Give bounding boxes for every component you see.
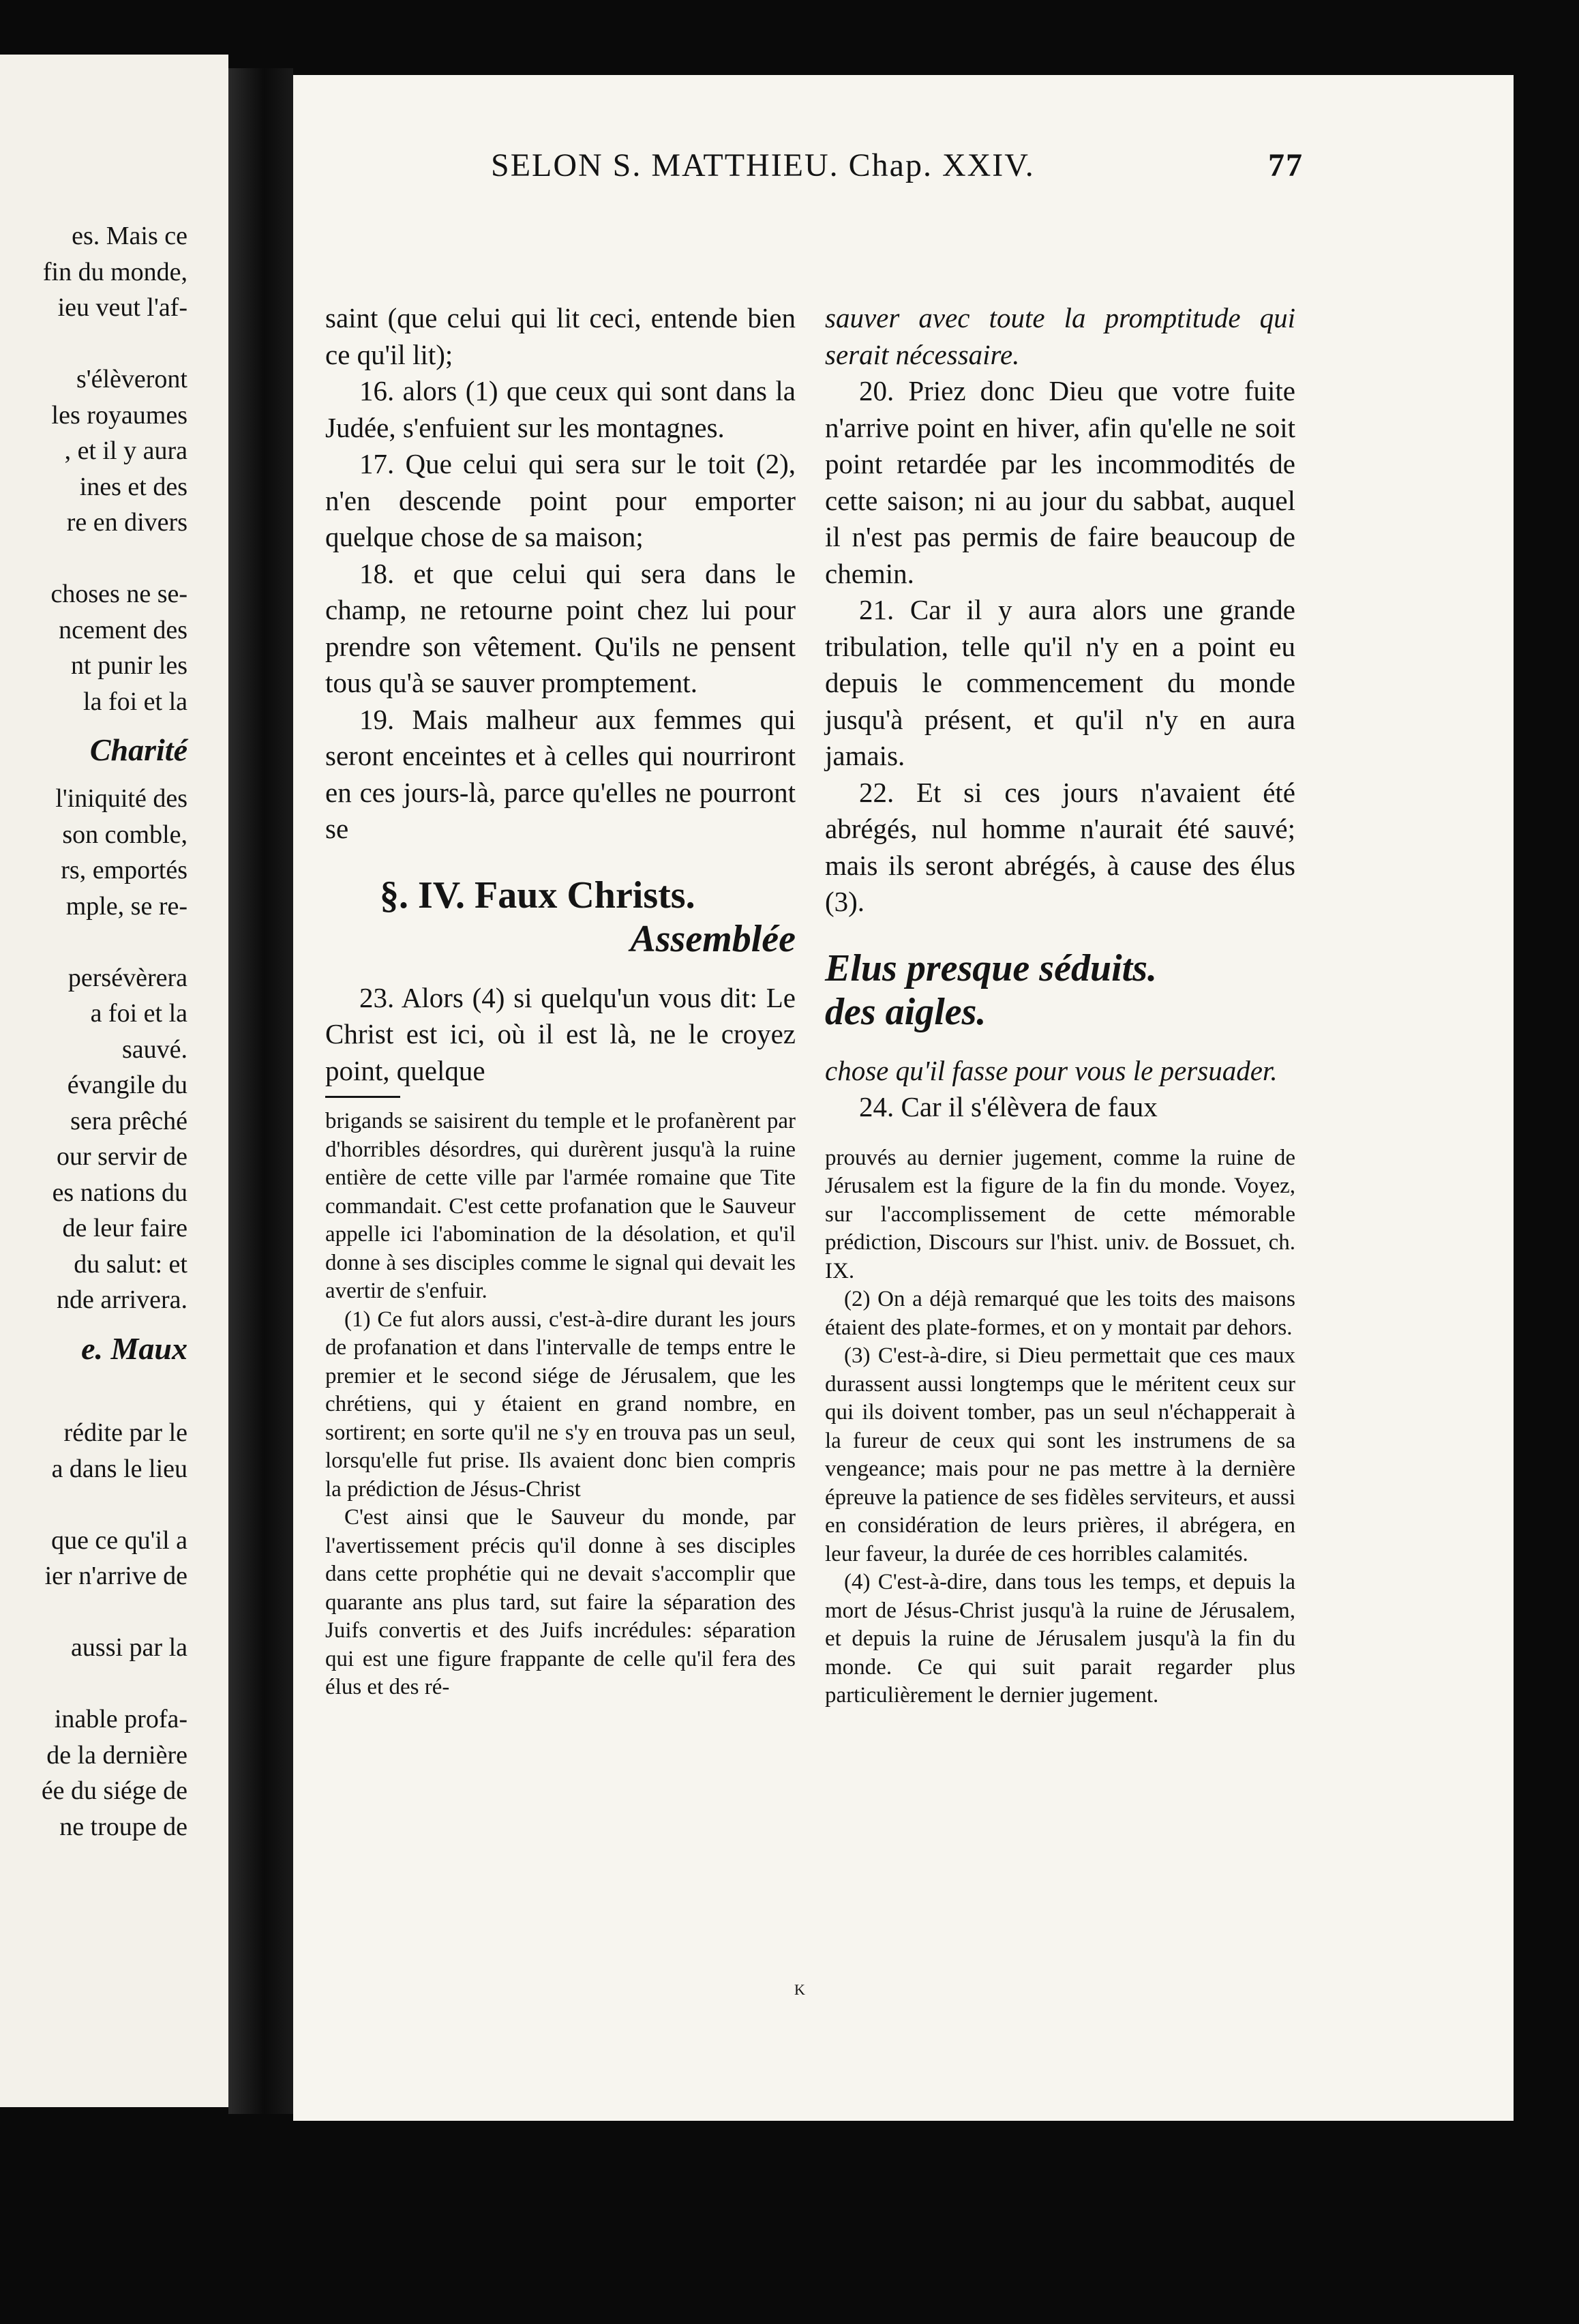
- verse-19-end: sauver avec toute la promptitude qui serait nécessaire.: [825, 302, 1295, 370]
- facing-page-line: ée du siége de: [41, 1776, 187, 1805]
- verse-18: 18. et que celui qui sera dans le champ, ne retourne point chez lui pour prendre son vêtement. Qu'ils ne pensent tous qu'à se sauver promptement.: [325, 557, 796, 698]
- verse-19: 19. Mais malheur aux femmes qui seront enceintes et à celles qui nourriront en ces jours-là, parce qu'elles ne pourront se: [325, 703, 796, 844]
- left-column-body-lower: [325, 980, 796, 1090]
- signature-mark: K: [794, 1981, 805, 1998]
- verse-23-end: chose qu'il fasse pour vous le persuader.: [825, 1054, 1278, 1086]
- facing-page-line: [42, 1380, 187, 1416]
- facing-page-line: mple, se re-: [65, 891, 187, 921]
- facing-page-line: s'élèveront: [76, 365, 187, 393]
- right-column-body: [825, 300, 1295, 921]
- left-footnotes: [325, 1107, 796, 1702]
- facing-page-line: sauvé.: [121, 1034, 187, 1064]
- verse-23: 23. Alors (4) si quelqu'un vous dit: Le Christ est ici, où il est là, ne le croyez point, quelque: [325, 981, 796, 1086]
- footnote-rule: [325, 1096, 400, 1098]
- facing-page-line: a foi et la: [90, 999, 187, 1028]
- book-gutter: [228, 68, 293, 2114]
- facing-page-line: ne troupe de: [59, 1812, 187, 1841]
- footnote-4: (4) C'est-à-dire, dans tous les temps, et depuis la mort de Jésus-Christ jusqu'à la ruine de Jérusalem, et depuis la ruine de Jérusalem jusqu'à la fin du monde. Ce qui suit parait regarder plus particulièrement le dernier jugement.: [825, 1570, 1295, 1708]
- verse-21: 21. Car il y aura alors une grande tribulation, telle qu'il n'y en a point eu depuis le commencement du monde jusqu'à présent, et qu'il n'y en aura jamais.: [825, 594, 1295, 771]
- section-heading-line: des aigles.: [825, 990, 987, 1033]
- facing-page-line: son comble,: [62, 820, 187, 849]
- facing-page-line: ieu veut l'af-: [57, 293, 187, 322]
- facing-page-line: rédite par le: [63, 1418, 187, 1447]
- facing-page-line: e. Maux: [81, 1330, 187, 1366]
- right-footnotes: [825, 1144, 1295, 1710]
- facing-page-line: la foi et la: [83, 687, 187, 716]
- facing-page-line: du salut: et: [74, 1249, 187, 1279]
- facing-page-line: [42, 326, 187, 362]
- footnote-3: (3) C'est-à-dire, si Dieu permettait que ces maux durassent aussi longtemps que le méritent ceux sur qui ils doivent tomber, pas un seul n'échapperait à la fureur de ceux qui sont les instrumens de sa vengeance; mais pour ne pas mettre à la dernière épreuve la patience de ses fidèles serviteurs, et aussi en considération de leurs prières, il abrégera, en leur faveur, la durée de ces horribles calamités.: [825, 1343, 1295, 1566]
- facing-page-line: de leur faire: [62, 1214, 187, 1242]
- verse-16: 16. alors (1) que ceux qui sont dans la Judée, s'enfuient sur les montagnes.: [325, 375, 796, 443]
- footnote-1: (1) Ce fut alors aussi, c'est-à-dire durant les jours de profanation et dans l'intervalle de temps entre le premier et le second siége de Jérusalem, que les chrétiens, qui y étaient en grand nombre, en sortirent; en sorte qu'il ne s'y en trouva pas un seul, lorsqu'elle fut prise. Ils avaient donc bien compris la prédiction de Jésus-Christ: [325, 1307, 796, 1502]
- section-heading-line: Assemblée: [630, 917, 796, 960]
- facing-page-line: [42, 1594, 187, 1630]
- verse-20: 20. Priez donc Dieu que votre fuite n'arrive point en hiver, afin qu'elle ne soit point retardée par les incommodités de cette saison; ni au jour du sabbat, auquel il n'est pas permis de faire beaucoup de chemin.: [825, 375, 1295, 589]
- facing-page-line: [42, 924, 187, 960]
- facing-page-line: évangile du: [67, 1071, 187, 1099]
- facing-page-line: re en divers: [66, 508, 187, 537]
- section-heading-line: §. IV. Faux Christs.: [380, 874, 695, 917]
- facing-page-fragment: [0, 55, 228, 2107]
- footnote-continuation: brigands se saisirent du temple et le profanèrent par d'horribles désordres, qui durèrent jusqu'à la ruine entière de cette ville par l'armée romaine que Tite commandait. C'est cette profanation que le Sauveur appelle ici l'abomination de la désolation, et qu'il donne à ses disciples comme le signal qui devait les avertir de s'enfuir.: [325, 1109, 796, 1303]
- section-heading-line: Elus presque séduits.: [825, 947, 1157, 989]
- facing-page-line: sera prêché: [70, 1106, 187, 1135]
- facing-page-line: es. Mais ce: [72, 222, 187, 250]
- facing-page-line: , et il y aura: [64, 436, 187, 465]
- page-number: 77: [1268, 147, 1304, 183]
- facing-page-line: [42, 541, 187, 577]
- facing-page-text: [42, 218, 187, 1845]
- footnote-2: (2) On a déjà remarqué que les toits des maisons étaient des plate-formes, et on y montait par dehors.: [825, 1287, 1295, 1340]
- verse-24: 24. Car il s'élèvera de faux: [859, 1091, 1158, 1122]
- facing-page-line: nt punir les: [71, 651, 187, 680]
- facing-page-line: fin du monde,: [42, 257, 187, 286]
- footnote-paragraph: C'est ainsi que le Sauveur du monde, par l'avertissement précis qu'il donne à ses disciples dans cette prophétie qui ne devait s'accomplir que quarante ans plus tard, sut faire la séparation des Juifs convertis et des Juifs incrédules: séparation qui est une figure frappante de celle qu'il fera des élus et des ré-: [325, 1505, 796, 1699]
- section-heading-left: [325, 874, 796, 961]
- facing-page-line: choses ne se-: [50, 580, 187, 608]
- facing-page-line: aussi par la: [71, 1633, 187, 1662]
- facing-page-line: inable profa-: [54, 1705, 187, 1733]
- facing-page-line: rs, emportés: [61, 856, 187, 884]
- right-column-body-lower: [825, 1053, 1295, 1126]
- verse-17: 17. Que celui qui sera sur le toit (2), n'en descende point pour emporter quelque chose de sa maison;: [325, 448, 796, 552]
- right-column: [825, 300, 1295, 1710]
- verse-22: 22. Et si ces jours n'avaient été abrégés, nul homme n'aurait été sauvé; mais ils seront abrégés, à cause des élus (3).: [825, 776, 1295, 917]
- running-title: SELON S. MATTHIEU. Chap. XXIV.: [491, 147, 1035, 183]
- facing-page-line: [42, 1487, 187, 1523]
- facing-page-line: Charité: [89, 732, 187, 767]
- facing-page-line: les royaumes: [51, 400, 187, 430]
- facing-page-line: a dans le lieu: [51, 1454, 187, 1483]
- facing-page-line: [42, 1666, 187, 1702]
- facing-page-line: l'iniquité des: [55, 784, 187, 813]
- facing-page-line: de la dernière: [46, 1740, 187, 1770]
- facing-page-line: es nations du: [52, 1178, 187, 1207]
- facing-page-line: ier n'arrive de: [44, 1562, 187, 1590]
- left-column: [325, 300, 796, 1702]
- section-heading-right: [825, 947, 1295, 1034]
- verse-15-end: saint (que celui qui lit ceci, entende bien ce qu'il lit);: [325, 302, 796, 370]
- facing-page-line: our servir de: [56, 1142, 187, 1171]
- footnote-continuation: prouvés au dernier jugement, comme la ruine de Jérusalem est la figure de la fin du monde. Voyez, sur l'accomplissement de cette mémorable prédiction, Discours sur l'hist. univ. de Bossuet, ch. IX.: [825, 1145, 1295, 1283]
- left-column-body: [325, 300, 796, 848]
- facing-page-line: ncement des: [59, 615, 187, 644]
- facing-page-line: ines et des: [79, 472, 187, 501]
- facing-page-line: nde arrivera.: [57, 1285, 187, 1314]
- facing-page-line: que ce qu'il a: [51, 1525, 187, 1555]
- facing-page-line: persévèrera: [67, 963, 187, 992]
